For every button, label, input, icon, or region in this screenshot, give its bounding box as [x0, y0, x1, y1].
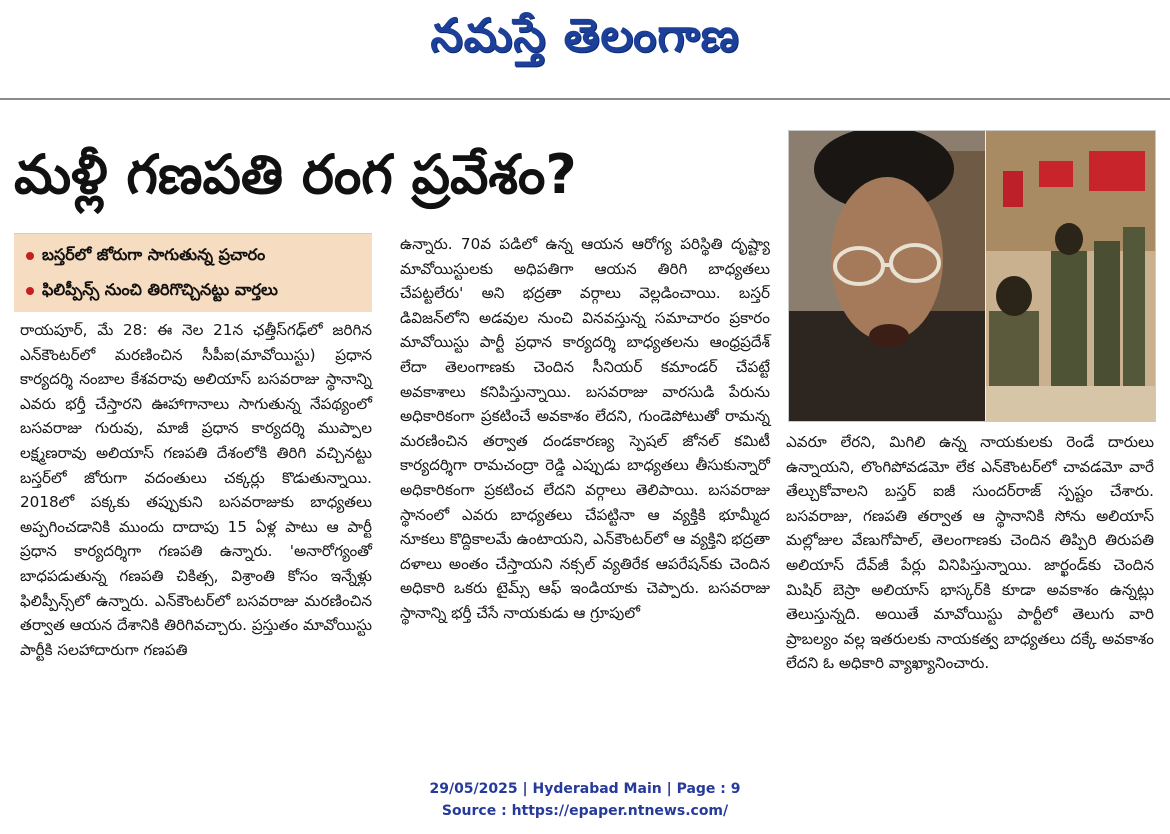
bullet-icon: [26, 287, 34, 295]
kicker-2: ఫిలిప్పీన్స్ నుంచి తిరిగొచ్చినట్టు వార్తలు: [26, 278, 278, 302]
photo-collage: [789, 131, 1155, 421]
article-photo: [788, 130, 1156, 422]
red-flag-3: [1003, 171, 1023, 207]
masthead-divider: [0, 98, 1170, 100]
kicker-1: బస్తర్‌లో జోరుగా సాగుతున్న ప్రచారం: [26, 243, 265, 267]
kicker-box: [14, 233, 372, 312]
source-link[interactable]: Source : https://epaper.ntnews.com/: [441, 803, 729, 819]
red-flag-2: [1039, 161, 1073, 187]
article-headline: మళ్లీ గణపతి రంగ ప్రవేశం?: [14, 143, 577, 206]
newspaper-logo: నమస్తే తెలంగాణ: [430, 8, 740, 62]
page-footer: [0, 778, 1170, 822]
mouth-shape: [869, 324, 909, 348]
article-column-3: ఎవరూ లేరని, మిగిలి ఉన్న నాయకులకు రెండే దారులు ఉన్నాయని, లొంగిపోవడమో లేక ఎన్‌కౌంటర్‌లో చావడమో వారే తేల్చుకోవాలని బస్తర్ ఐజీ సుందర్‌రాజ్ స్పష్టం చేశారు. బసవరాజు, గణపతి తర్వాత ఆ స్థానానికి సోను అలియాస్ మల్లోజుల వేణుగోపాల్, తెలంగాణకు చెందిన తిప్పిరి తిరుపతి అలియాస్ దేవ్‌జీ పేర్లు వినిపిస్తున్నాయి. జార్ఖండ్‌కు చెందిన మిషిర్ బెస్రా అలియాస్ భాస్కర్‌కి కూడా అవకాశం ఉన్నట్లు తెలుస్తున్నది. అయితే మావోయిస్టు పార్టీలో తెలుగు వారి ప్రాబల్యం వల్ల ఇతరులకు నాయకత్వ బాధ్యతలు దక్కే అవకాశం లేదని ఓ అధికారి వ్యాఖ్యానించారు.: [786, 433, 1154, 673]
article-column-2: ఉన్నారు. 70వ పడిలో ఉన్న ఆయన ఆరోగ్య పరిస్థితి దృష్ట్యా మావోయిస్టులకు అధిపతిగా ఆయన తిరిగి బాధ్యతలు చేపట్టలేరు' అని భద్రతా వర్గాలు వెల్లడించాయి. బస్తర్ డివిజన్‌లోని అడవుల నుంచి వినవస్తున్న సమాచారం ప్రకారం మావోయిస్టు పార్టీ ప్రధాన కార్యదర్శి బాధ్యతలను ఆంధ్రప్రదేశ్ లేదా తెలంగాణకు చెందిన సీనియర్ కమాండర్ చేపట్టే అవకాశాలు కనిపిస్తున్నాయి. బసవరాజు వారసుడి పేరును అధికారికంగా ప్రకటించే అవకాశం లేదని, గుండెపోటుతో రామన్న మరణించిన తర్వాత దండకారణ్య స్పెషల్ జోనల్ కమిటీ కార్యదర్శిగా రామచంద్రా రెడ్డి ఎప్పుడు బాధ్యతలు తీసుకున్నారో అధికారికంగా ప్రకటించ లేదని వర్గాలు తెలిపాయి. బసవరాజు స్థానంలో ఎవరు బాధ్యతలు చేపట్టినా ఆ వ్యక్తికి భూమ్మీద నూకలు కొద్దికాలమే ఉంటాయని, ఎన్‌కౌంటర్‌లో ఆ వ్యక్తిని భద్రతా దళాలు అంతం చేస్తాయని నక్సల్ వ్యతిరేక ఆపరేషన్‌కు చెందిన అధికారి ఒకరు టైమ్స్ ఆఫ్ ఇండియాకు చెప్పారు. బసవరాజు స్థానాన్ని భర్తీ చేసే నాయకుడు ఆ గ్రూపులో: [400, 235, 770, 622]
face-shape: [831, 177, 943, 341]
edition-info: 29/05/2025 | Hyderabad Main | Page : 9: [429, 781, 741, 797]
bullet-icon: [26, 252, 34, 260]
article-column-1: రాయపూర్, మే 28: ఈ నెల 21న ఛత్తీస్‌గఢ్‌లో జరిగిన ఎన్‌కౌంటర్‌లో మరణించిన సీపీఐ(మావోయిస్టు) ప్రధాన కార్యదర్శి నంబాల కేశవరావు అలియాస్ బసవరాజు స్థానాన్ని ఎవరు భర్తీ చేస్తారని ఊహాగానాలు సాగుతున్న నేపథ్యంలో బసవరాజు గురువు, మాజీ ప్రధాన కార్యదర్శి ముప్పాల లక్ష్మణరావు అలియాస్ గణపతి దేశంలోకి తిరిగి వచ్చినట్టు బస్తర్‌లో జోరుగా వదంతులు చక్కర్లు కొడుతున్నాయి. 2018లో పక్కకు తప్పుకుని బసవరాజుకు బాధ్యతలు అప్పగించడానికి ముందు దాదాపు 15 ఏళ్ల పాటు ఆ పార్టీ ప్రధాన కార్యదర్శిగా గణపతి ఉన్నారు. 'అనారోగ్యంతో బాధపడుతున్న గణపతి చికిత్స, విశ్రాంతి కోసం ఇన్నేళ్లు ఫిలిప్పీన్స్‌లో ఉన్నారు. ఎన్‌కౌంటర్‌లో బసవరాజు మరణించిన తర్వాత ఆయన దేశానికి తిరిగివచ్చారు. ప్రస్తుతం మావోయిస్టు పార్టీకి సలహాదారుగా గణపతి: [20, 321, 372, 659]
red-flag-1: [1089, 151, 1145, 191]
masthead: [0, 0, 1170, 74]
